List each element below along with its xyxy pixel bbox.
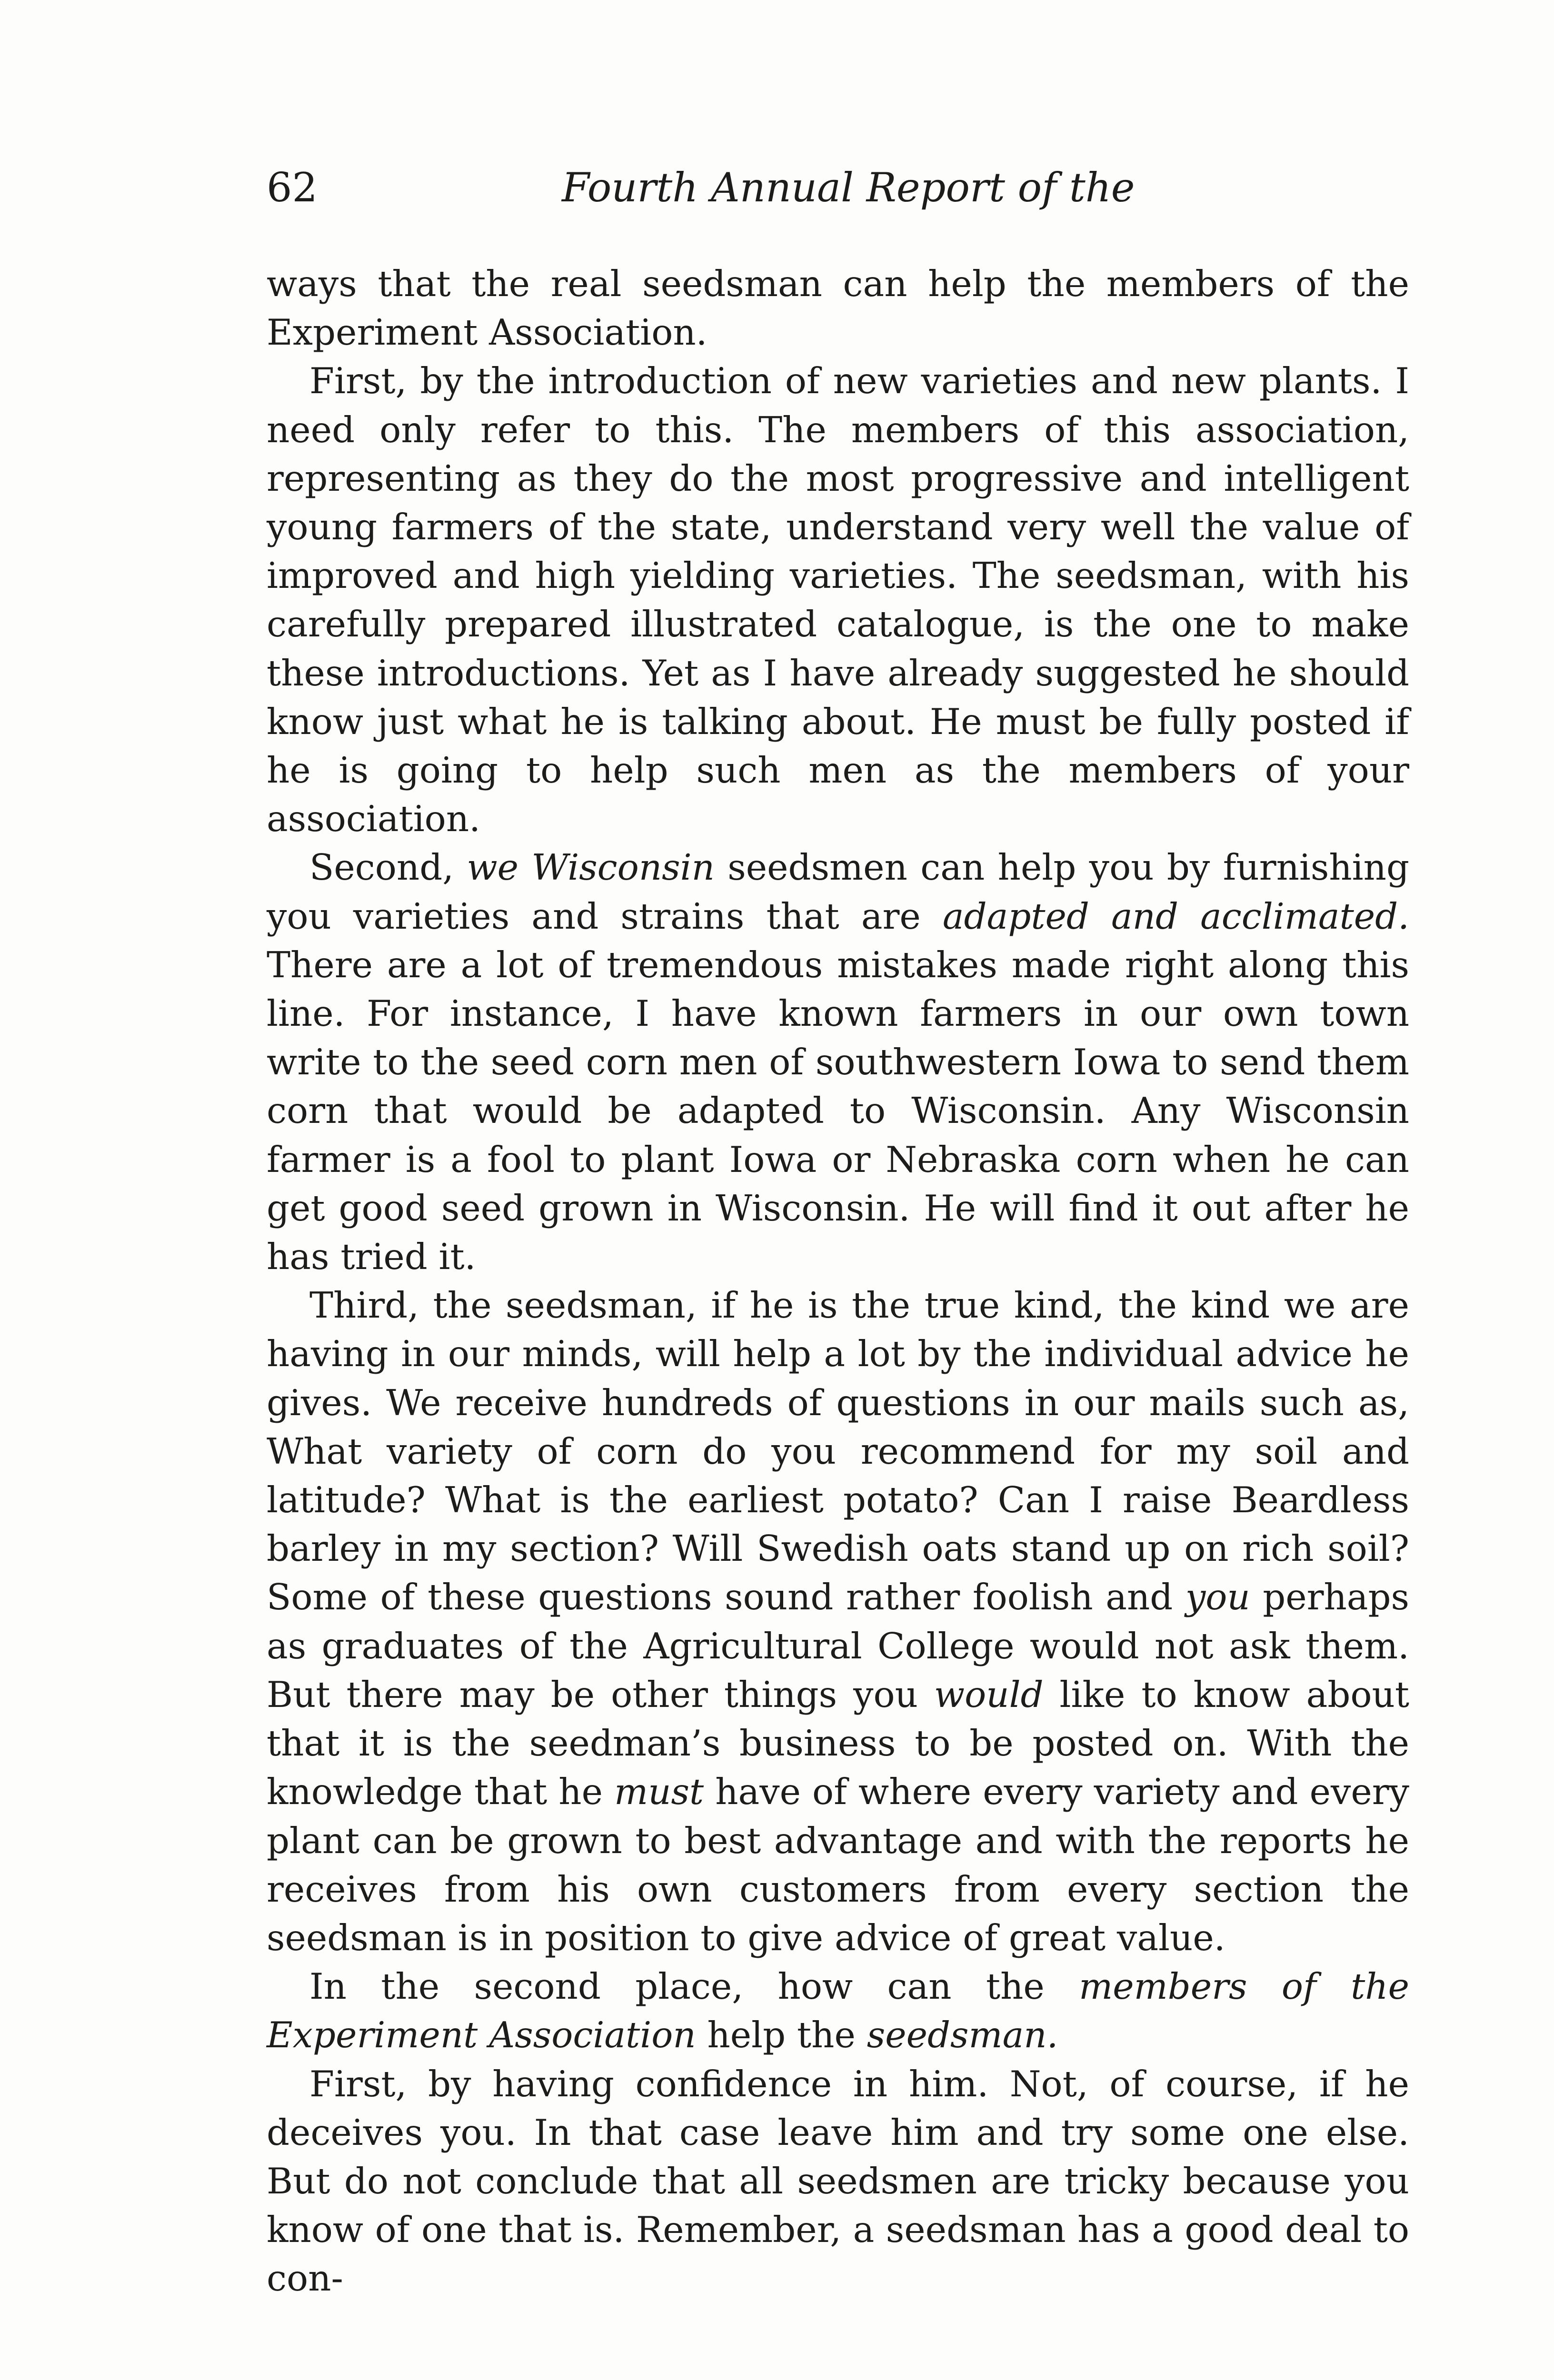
paragraph <box>267 259 1409 357</box>
paragraph <box>267 843 1409 1281</box>
paragraph <box>267 2060 1409 2303</box>
text-run: like to know about that it is the seedman’s business to be posted on. With the knowledge that he <box>267 1673 1409 1813</box>
paragraph <box>267 1281 1409 1962</box>
page-number: 62 <box>267 164 318 211</box>
body-text <box>267 259 1409 2303</box>
text-run: Third, the seedsman, if he is the true kind, the kind we are having in our minds, will help a lot by the individual advice he gives. We receive hundreds of questions in our mails such as, What variety of corn do you recommend for my soil and latitude? What is the earliest potato? Can I raise Beardless barley in my section? Will Swedish oats stand up on rich soil? Some of these questions sound rather foolish and <box>267 1284 1409 1618</box>
page-header <box>267 164 1409 231</box>
text-run: First, by having confidence in him. Not, of course, if he deceives you. In that case leave him and try some one else. But do not conclude that all seedsmen are tricky because you know of one that is. Remember, a seedsman has a good deal to con- <box>267 2063 1409 2300</box>
text-run: First, by the introduction of new varieties and new plants. I need only refer to this. The members of this association, representing as they do the most progressive and intelligent young farmers of the state, understand very well the value of improved and high yielding varieties. The seedsman, with his carefully prepared illustrated catalogue, is the one to make these introductions. Yet as I have already suggested he should know just what he is talking about. He must be fully posted if he is going to help such men as the members of your association. <box>267 360 1409 840</box>
paragraph <box>267 1962 1409 2059</box>
text-run: have of where every variety and every plant can be grown to best advantage and with the reports he receives from his own customers from every section the seedsman is in position to give advice of great value. <box>267 1771 1409 1959</box>
text-run: perhaps as graduates of the Agricultural College would not ask them. But there may be other things you <box>267 1576 1410 1716</box>
paragraph <box>267 357 1409 843</box>
text-run: Second, <box>309 846 467 889</box>
italic-text: we Wisconsin <box>467 846 715 889</box>
italic-text: adapted and acclimated. <box>942 895 1409 937</box>
italic-text: you <box>1185 1576 1250 1618</box>
italic-text: members of the Experiment Association <box>267 1965 1409 2056</box>
italic-text: must <box>614 1771 704 1813</box>
text-run: ways that the real seedsman can help the members of the Experiment Association. <box>267 263 1409 354</box>
italic-text: seedsman. <box>867 2014 1058 2056</box>
text-run: help the <box>696 2014 867 2056</box>
running-title: Fourth Annual Report of the <box>562 164 1135 211</box>
text-run: seedsmen can help you by furnishing you varieties and strains that are <box>267 846 1409 937</box>
text-run: In the second place, how can the <box>309 1965 1079 2008</box>
italic-text: would <box>934 1673 1044 1716</box>
text-run: There are a lot of tremendous mistakes made right along this line. For instance, I have known farmers in our own town write to the seed corn men of southwestern Iowa to send them corn that would be adapted to Wisconsin. Any Wisconsin farmer is a fool to plant Iowa or Nebraska corn when he can get good seed grown in Wisconsin. He will find it out after he has tried it. <box>267 943 1409 1278</box>
